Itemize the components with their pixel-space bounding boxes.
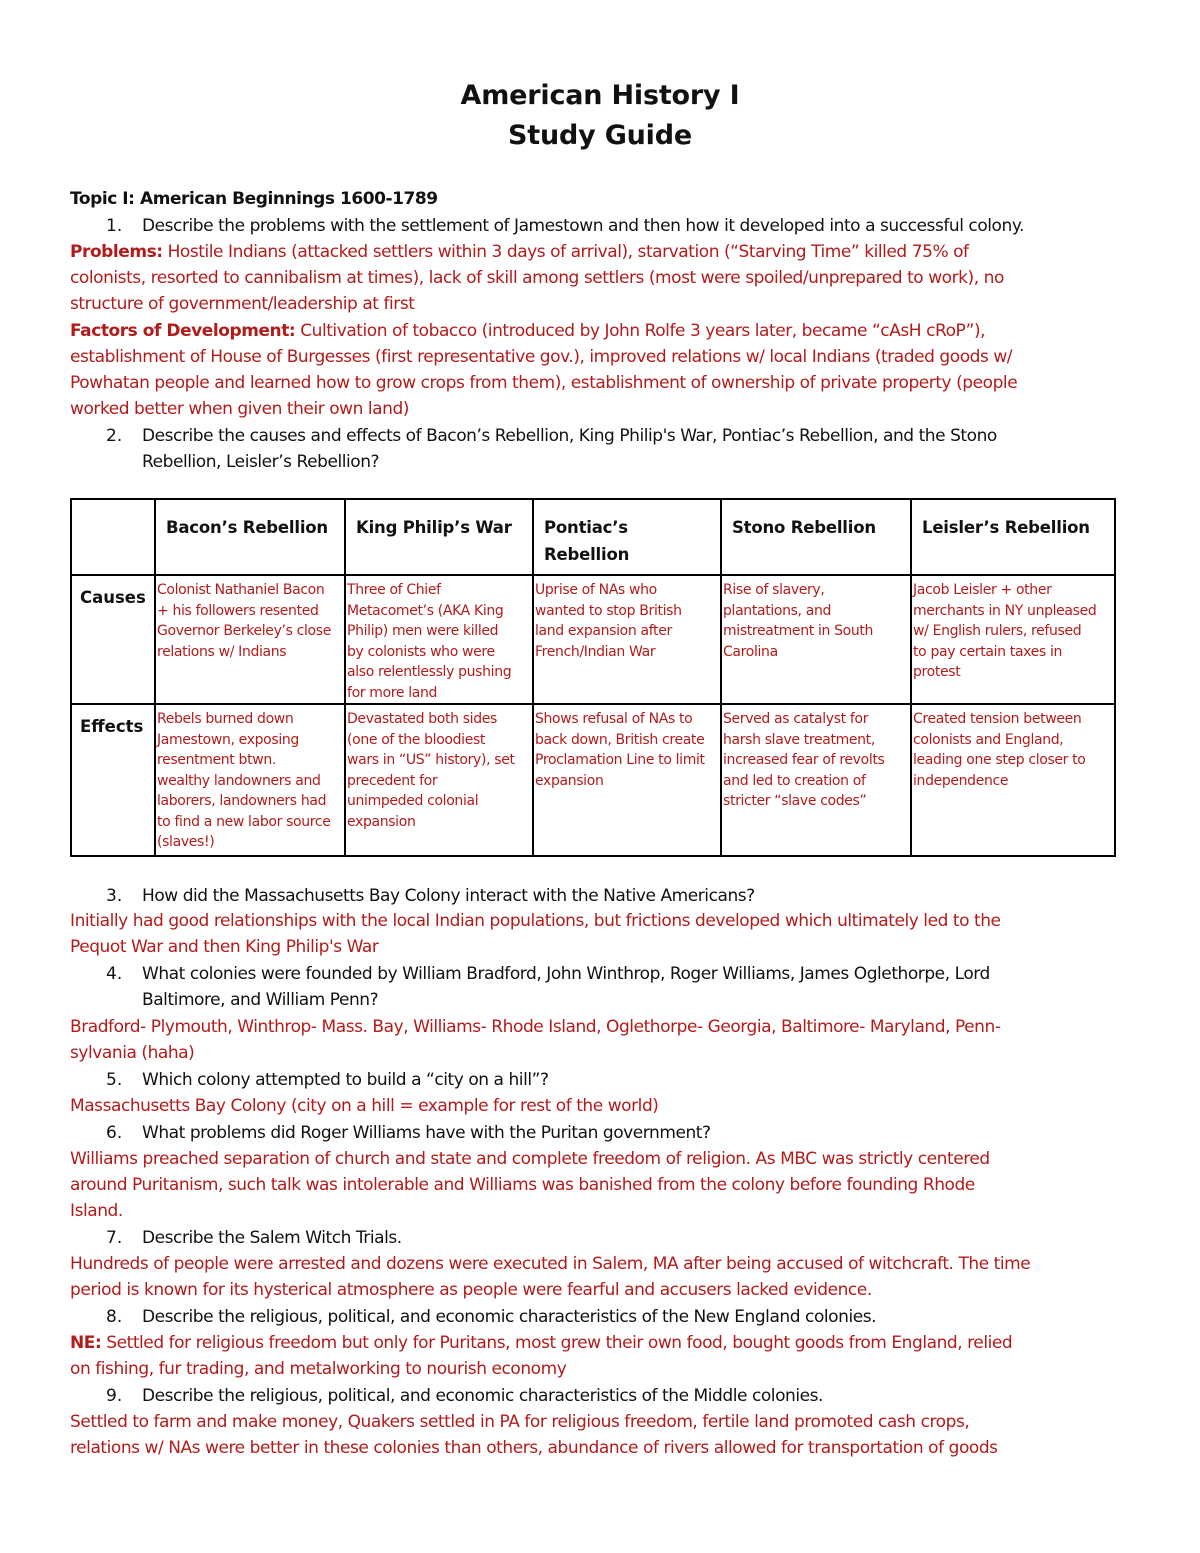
cell-text-line: expansion <box>535 772 604 789</box>
cell-text-line: Uprise of NAs who <box>535 582 657 598</box>
effect-cell <box>911 704 1115 856</box>
cell-text-line: plantations, and <box>723 602 832 619</box>
q9-question: Describe the religious, political, and economic characteristics of the Middle colonies. <box>142 1386 823 1406</box>
q7-answer-line-2: period is known for its hysterical atmosphere as people were fearful and accusers lacked evidence. <box>70 1280 872 1300</box>
header-king-philips-war: King Philip’s War <box>345 499 533 575</box>
cell-text-line: colonists and England, <box>913 731 1064 748</box>
cell-text-line: harsh slave treatment, <box>723 731 875 748</box>
q4-question-line-1: What colonies were founded by William Bradford, John Winthrop, Roger Williams, James Oglethorpe, Lord <box>142 964 990 984</box>
cell-text-line: Shows refusal of NAs to <box>535 711 693 727</box>
q1-factors-line-1 <box>70 318 1150 344</box>
cell-text-line: relations w/ Indians <box>157 643 287 660</box>
cell-text-line: wealthy landowners and <box>157 772 321 789</box>
causes-label: Causes <box>71 575 155 704</box>
cell-text-line: Jacob Leisler + other <box>913 582 1052 598</box>
cell-text-line: (slaves!) <box>157 834 215 850</box>
q4-question-line-2: Baltimore, and William Penn? <box>142 990 379 1010</box>
cause-cell <box>911 575 1115 704</box>
q1-problems-line-2: colonists, resorted to cannibalism at times), lack of skill among settlers (most were spoiled/unprepared to work), no <box>70 268 1004 288</box>
cell-text-line: by colonists who were <box>347 643 495 660</box>
cell-text-line: Colonist Nathaniel Bacon <box>157 582 325 598</box>
cell-text-line: increased fear of revolts <box>723 752 885 768</box>
cell-text-line: Served as catalyst for <box>723 711 869 727</box>
header-stono-rebellion: Stono Rebellion <box>721 499 911 575</box>
cell-text-line: independence <box>913 772 1009 789</box>
q6-answer-line-2: around Puritanism, such talk was intolerable and Williams was banished from the colony before founding Rhode <box>70 1175 975 1195</box>
cell-text-line: (one of the bloodiest <box>347 731 486 748</box>
q3-number: 3. <box>106 886 123 906</box>
cell-text-line: also relentlessly pushing <box>347 664 512 680</box>
cell-text-line: unimpeded colonial <box>347 793 479 809</box>
cell-text-line: Devastated both sides <box>347 711 497 727</box>
q1-problems-line-3: structure of government/leadership at first <box>70 294 415 314</box>
cell-text-line: Three of Chief <box>347 582 441 598</box>
q8-answer-line-2: on fishing, fur trading, and metalworking to nourish economy <box>70 1359 567 1379</box>
q1-problems-label: Problems: <box>70 242 163 262</box>
cause-cell <box>155 575 345 704</box>
header-bacons-rebellion: Bacon’s Rebellion <box>155 499 345 575</box>
cause-cell <box>721 575 911 704</box>
cell-text-line: Metacomet’s (AKA King <box>347 602 504 619</box>
q6-answer-line-3: Island. <box>70 1201 123 1221</box>
q1-factors-text-1: Cultivation of tobacco (introduced by John Rolfe 3 years later, became “cAsH cRoP”), <box>295 321 986 341</box>
q7-question: Describe the Salem Witch Trials. <box>142 1228 402 1248</box>
effect-cell <box>721 704 911 856</box>
q1-factors-line-2: establishment of House of Burgesses (first representative gov.), improved relations w/ local Indians (traded goods w/ <box>70 347 1013 367</box>
cell-text-line: to find a new labor source <box>157 813 331 830</box>
q4-answer-line-2: sylvania (haha) <box>70 1043 195 1063</box>
topic-heading: Topic I: American Beginnings 1600-1789 <box>70 189 438 209</box>
cell-text-line: protest <box>913 664 961 680</box>
q2-number: 2. <box>106 426 123 446</box>
cell-text-line: French/Indian War <box>535 643 656 660</box>
cell-text-line: wanted to stop British <box>535 602 682 619</box>
header-leislers-rebellion: Leisler’s Rebellion <box>911 499 1115 575</box>
cell-text-line: Philip) men were killed <box>347 623 499 639</box>
cell-text-line: for more land <box>347 684 438 701</box>
q6-question: What problems did Roger Williams have with the Puritan government? <box>142 1123 711 1143</box>
cell-text-line: w/ English rulers, refused <box>913 623 1082 639</box>
q4-answer-line-1: Bradford- Plymouth, Winthrop- Mass. Bay, Williams- Rhode Island, Oglethorpe- Georgia, Baltimore- Maryland, Penn- <box>70 1017 1001 1037</box>
cause-cell <box>345 575 533 704</box>
q8-question: Describe the religious, political, and economic characteristics of the New England colonies. <box>142 1307 877 1327</box>
q1-factors-line-3: Powhatan people and learned how to grow crops from them), establishment of ownership of private property (people <box>70 373 1018 393</box>
cell-text-line: and led to creation of <box>723 772 866 789</box>
cell-text-line: Rise of slavery, <box>723 582 825 598</box>
q2-question-line-2: Rebellion, Leisler’s Rebellion? <box>142 452 380 472</box>
cell-text-line: to pay certain taxes in <box>913 643 1063 660</box>
cause-cell <box>533 575 721 704</box>
q3-question: How did the Massachusetts Bay Colony interact with the Native Americans? <box>142 886 755 906</box>
q1-problems-text-1: Hostile Indians (attacked settlers within 3 days of arrival), starvation (“Starving Time” killed 75% of <box>162 242 969 262</box>
cell-text-line: expansion <box>347 813 416 830</box>
cell-text-line: + his followers resented <box>157 602 319 619</box>
cell-text-line: Rebels burned down <box>157 711 294 727</box>
table-corner-cell <box>71 499 155 575</box>
cell-text-line: precedent for <box>347 772 438 789</box>
effect-cell <box>155 704 345 856</box>
q1-problems-line-1 <box>70 239 1150 265</box>
q2-question-line-1: Describe the causes and effects of Bacon’s Rebellion, King Philip's War, Pontiac’s Rebellion, and the Stono <box>142 426 997 446</box>
document-subtitle: Study Guide <box>508 120 692 151</box>
effect-cell <box>345 704 533 856</box>
cell-text-line: Created tension between <box>913 711 1082 727</box>
cell-text-line: Governor Berkeley’s close <box>157 623 331 639</box>
cell-text-line: leading one step closer to <box>913 752 1086 768</box>
q8-answer-line-1 <box>70 1330 1150 1356</box>
cell-text-line: mistreatment in South <box>723 623 874 639</box>
cell-text-line: land expansion after <box>535 623 672 639</box>
cell-text-line: wars in “US” history), set <box>347 752 515 768</box>
q5-number: 5. <box>106 1070 123 1090</box>
cell-text-line: resentment btwn. <box>157 752 276 768</box>
cell-text-line: Jamestown, exposing <box>157 731 299 748</box>
cell-text-line: Carolina <box>723 643 778 660</box>
header-pontiacs-line-2: Rebellion <box>544 545 630 564</box>
effect-cell <box>533 704 721 856</box>
q1-number: 1. <box>106 216 123 236</box>
q6-answer-line-1: Williams preached separation of church and state and complete freedom of religion. As MBC was strictly centered <box>70 1149 990 1169</box>
cell-text-line: stricter “slave codes” <box>723 793 867 809</box>
rebellions-table <box>70 498 1116 857</box>
q7-number: 7. <box>106 1228 123 1248</box>
q6-number: 6. <box>106 1123 123 1143</box>
q9-answer-line-2: relations w/ NAs were better in these colonies than others, abundance of rivers allowed for transportation of goods <box>70 1438 998 1458</box>
q8-answer-label: NE: <box>70 1333 102 1353</box>
table-header-row <box>71 499 1115 575</box>
q4-number: 4. <box>106 964 123 984</box>
q9-answer-line-1: Settled to farm and make money, Quakers settled in PA for religious freedom, fertile land promoted cash crops, <box>70 1412 970 1432</box>
document-title: American History I <box>460 80 740 111</box>
cell-text-line: Proclamation Line to limit <box>535 752 705 768</box>
q8-answer-text-1: Settled for religious freedom but only for Puritans, most grew their own food, bought goods from England, relied <box>101 1333 1013 1353</box>
header-pontiacs-line-1: Pontiac’s <box>544 518 628 537</box>
cell-text-line: back down, British create <box>535 731 705 748</box>
q5-answer: Massachusetts Bay Colony (city on a hill = example for rest of the world) <box>70 1096 659 1116</box>
cell-text-line: laborers, landowners had <box>157 793 327 809</box>
q1-question: Describe the problems with the settlement of Jamestown and then how it developed into a successful colony. <box>142 216 1024 236</box>
q9-number: 9. <box>106 1386 123 1406</box>
q7-answer-line-1: Hundreds of people were arrested and dozens were executed in Salem, MA after being accused of witchcraft. The time <box>70 1254 1031 1274</box>
effects-label: Effects <box>71 704 155 856</box>
q1-factors-label: Factors of Development: <box>70 321 296 341</box>
table-row-effects <box>71 704 1115 856</box>
q3-answer-line-2: Pequot War and then King Philip's War <box>70 937 379 957</box>
q5-question: Which colony attempted to build a “city on a hill”? <box>142 1070 549 1090</box>
table-row-causes <box>71 575 1115 704</box>
q1-factors-line-4: worked better when given their own land) <box>70 399 409 419</box>
cell-text-line: merchants in NY unpleased <box>913 602 1097 619</box>
q8-number: 8. <box>106 1307 123 1327</box>
header-pontiacs-rebellion <box>533 499 721 575</box>
q3-answer-line-1: Initially had good relationships with the local Indian populations, but frictions developed which ultimately led to the <box>70 911 1001 931</box>
